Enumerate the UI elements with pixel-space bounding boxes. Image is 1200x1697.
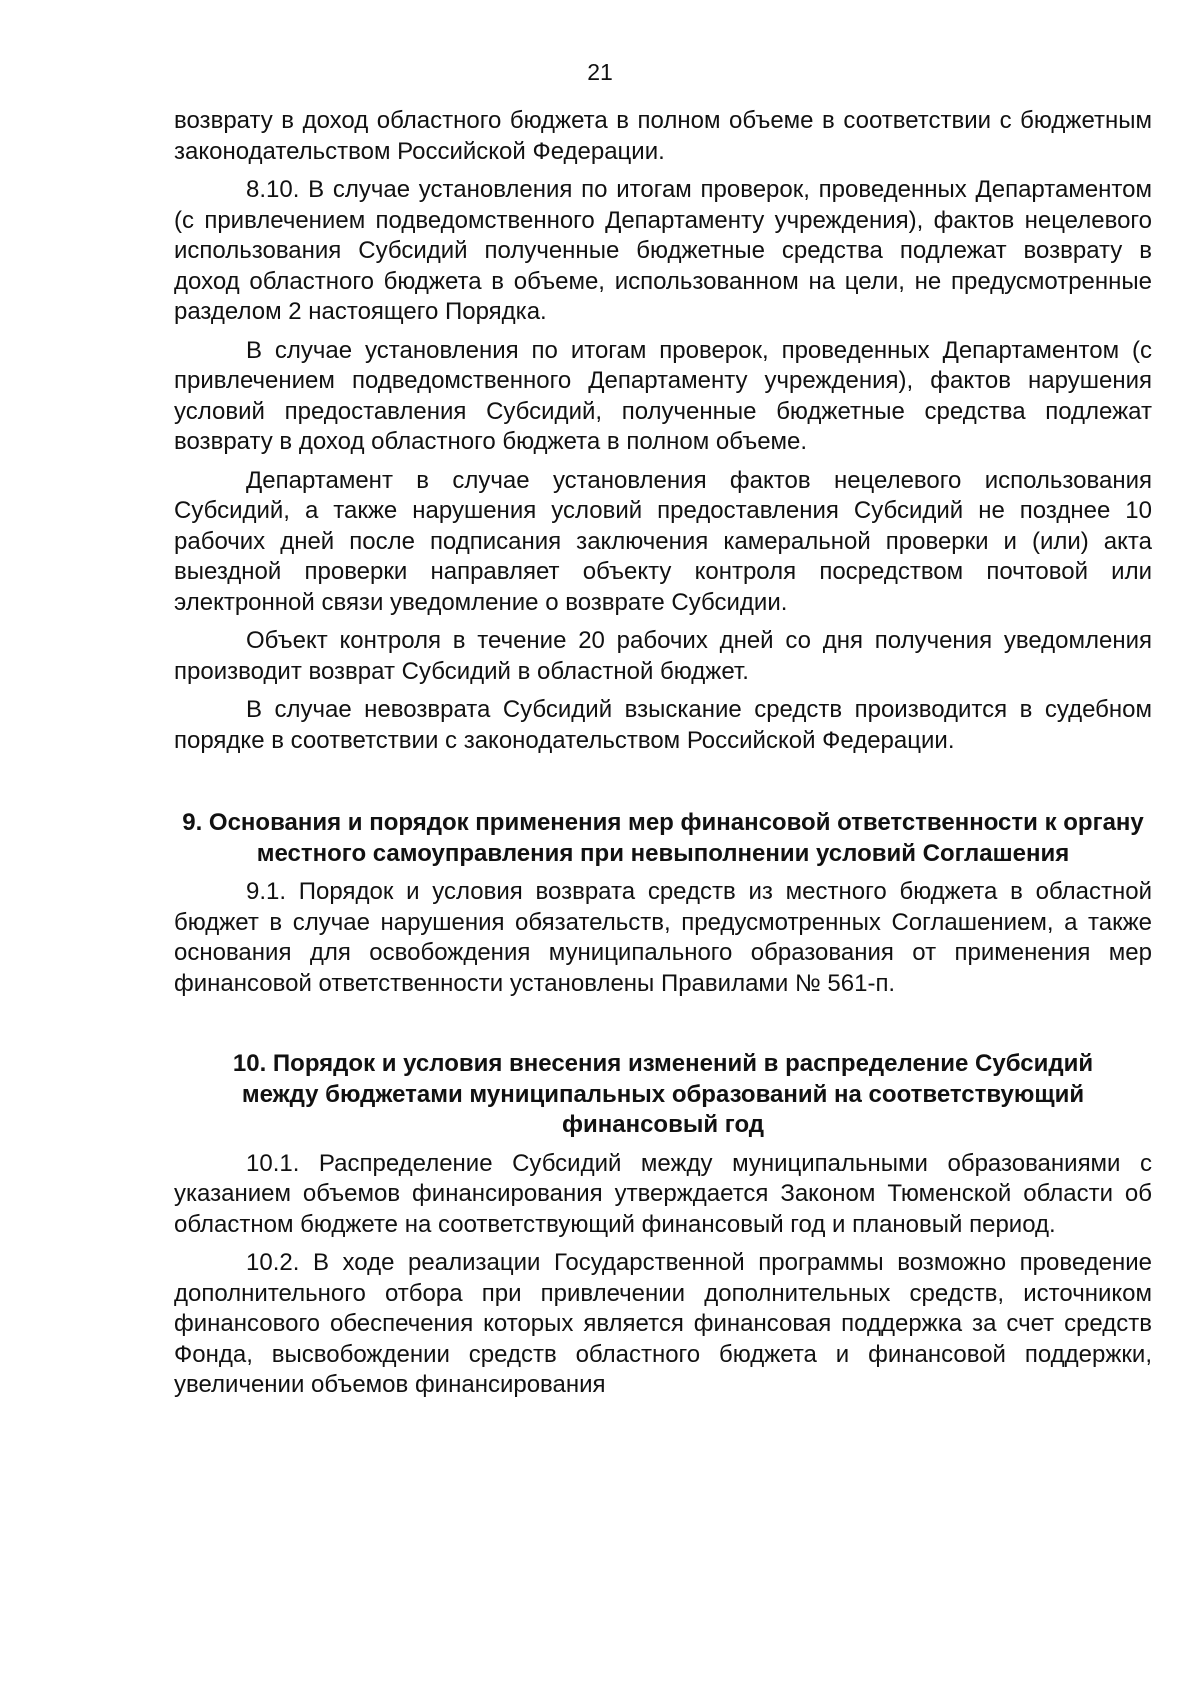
paragraph-10-1: 10.1. Распределение Субсидий между муниципальными образованиями с указанием объемов финансирования утверждается Законом Тюменской области об областном бюджете на соответствующий финансовый год и плановый период. xyxy=(174,1149,1152,1238)
section-9-heading: 9. Основания и порядок применения мер финансовой ответственности к органу местного самоуправления при невыполнении условий Соглашения xyxy=(182,809,1144,867)
document-body xyxy=(174,106,1152,1409)
section-10-heading: 10. Порядок и условия внесения изменений в распределение Субсидий между бюджетами муниципальных образований на соответствующий финансовый год xyxy=(232,1050,1094,1138)
page-number: 21 xyxy=(587,59,613,85)
paragraph-8-10: 8.10. В случае установления по итогам проверок, проведенных Департаментом (с привлечением подведомственного Департаменту учреждения), фактов нецелевого использования Субсидий полученные бюджетные средства подлежат возврату в доход областного бюджета в объеме, использованном на цели, не предусмотренные разделом 2 настоящего Порядка. xyxy=(174,176,1152,325)
paragraph-continuation: возврату в доход областного бюджета в полном объеме в соответствии с бюджетным законодательством Российской Федерации. xyxy=(174,107,1152,165)
paragraph-9-1: 9.1. Порядок и условия возврата средств из местного бюджета в областной бюджет в случае нарушения обязательств, предусмотренных Соглашением, а также основания для освобождения муниципального образования от применения мер финансовой ответственности установлены Правилами № 561-п. xyxy=(174,878,1152,997)
paragraph-control-object: Объект контроля в течение 20 рабочих дней со дня получения уведомления производит возврат Субсидий в областной бюджет. xyxy=(174,627,1152,685)
paragraph-court-recovery: В случае невозврата Субсидий взыскание средств производится в судебном порядке в соответствии с законодательством Российской Федерации. xyxy=(174,696,1152,754)
paragraph-violation-conditions: В случае установления по итогам проверок, проведенных Департаментом (с привлечением подведомственного Департаменту учреждения), фактов нарушения условий предоставления Субсидий, полученные бюджетные средства подлежат возврату в доход областного бюджета в полном объеме. xyxy=(174,336,1152,455)
paragraph-10-2: 10.2. В ходе реализации Государственной программы возможно проведение дополнительного отбора при привлечении дополнительных средств, источником финансового обеспечения которых является финансовая поддержка за счет средств Фонда, высвобождении средств областного бюджета и финансовой поддержки, увеличении объемов финансирования xyxy=(174,1249,1152,1398)
paragraph-department-notice: Департамент в случае установления фактов нецелевого использования Субсидий, а также нарушения условий предоставления Субсидий не позднее 10 рабочих дней после подписания заключения камеральной проверки и (или) акта выездной проверки направляет объекту контроля посредством почтовой или электронной связи уведомление о возврате Субсидии. xyxy=(174,466,1152,616)
